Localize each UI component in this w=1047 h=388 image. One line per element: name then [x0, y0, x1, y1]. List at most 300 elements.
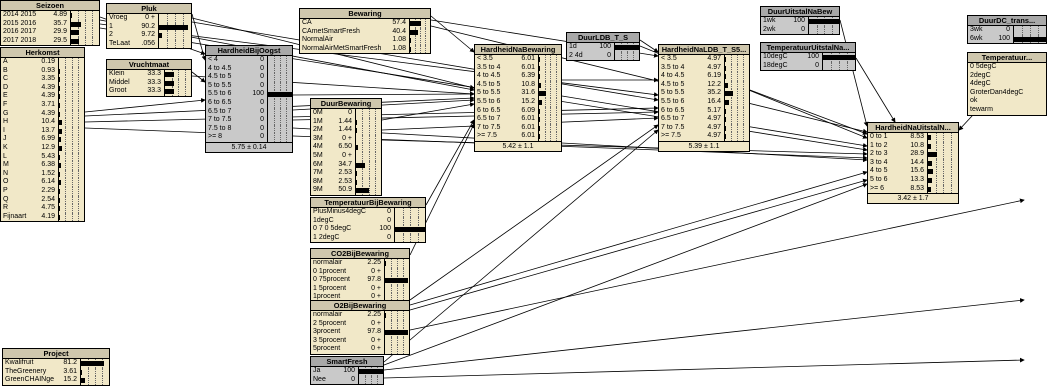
state-label: 7.5 to 8 — [208, 124, 232, 132]
state-label: 7 to 7.5 — [661, 123, 685, 131]
state-label: 1 — [109, 22, 113, 30]
state-row[interactable] — [311, 169, 381, 178]
state-row[interactable] — [311, 178, 381, 187]
state-label: 6 to 6.5 — [477, 106, 501, 114]
state-label: F — [3, 100, 8, 108]
belief-bar-area — [80, 376, 109, 385]
belief-bar — [165, 81, 174, 86]
state-row[interactable] — [475, 72, 561, 81]
state-row[interactable] — [1, 127, 84, 136]
state-probability: 8.53 — [910, 133, 924, 140]
state-row[interactable] — [1, 11, 99, 20]
state-row[interactable] — [311, 376, 383, 385]
state-row[interactable] — [567, 43, 639, 52]
state-row[interactable] — [311, 328, 409, 337]
belief-bar-area — [158, 31, 191, 40]
state-probability: 6.01 — [521, 115, 535, 123]
state-row[interactable] — [659, 115, 749, 124]
state-label: 3.5 to 4 — [661, 63, 685, 71]
state-row[interactable] — [567, 52, 639, 61]
state-label: 3wk — [970, 26, 983, 33]
state-row[interactable] — [311, 109, 381, 118]
node-duurldb[interactable] — [566, 32, 640, 61]
state-row[interactable] — [1, 196, 84, 205]
dependency-arrow — [382, 140, 867, 154]
state-probability: 13.7 — [41, 126, 55, 134]
node-seizoen[interactable] — [0, 0, 100, 46]
state-probability: 6.38 — [41, 161, 55, 169]
state-label: 1wk — [763, 17, 776, 24]
state-probability: 29.5 — [53, 36, 67, 44]
dependency-arrow — [384, 184, 867, 365]
state-row[interactable] — [475, 98, 561, 107]
belief-bar — [928, 152, 937, 157]
belief-bar-area — [384, 259, 409, 268]
state-row[interactable] — [1, 67, 84, 76]
state-label: Middel — [109, 78, 130, 86]
node-temperatuur2[interactable] — [967, 52, 1047, 116]
state-probability: 9.72 — [141, 31, 155, 39]
belief-bar-area — [267, 133, 292, 142]
state-probability: 12.9 — [41, 143, 55, 151]
state-row[interactable] — [107, 14, 191, 23]
node-tempuitstal[interactable] — [760, 42, 856, 71]
state-row[interactable] — [475, 81, 561, 90]
state-row[interactable] — [659, 124, 749, 133]
state-row[interactable] — [968, 26, 1046, 35]
state-row[interactable] — [107, 31, 191, 40]
belief-bar — [539, 91, 546, 96]
state-row[interactable] — [659, 89, 749, 98]
state-row[interactable] — [868, 159, 958, 168]
state-row[interactable] — [311, 126, 381, 135]
node-title[interactable]: SmartFresh — [311, 357, 383, 367]
state-label: Groot — [109, 87, 127, 95]
belief-bar-area — [538, 72, 561, 81]
state-label: NormalAirMetSmartFresh — [302, 44, 382, 52]
state-probability: 0 + — [371, 336, 381, 344]
belief-bar-area — [158, 23, 191, 32]
node-hardheidnauitstal[interactable] — [867, 122, 959, 204]
state-row[interactable] — [868, 142, 958, 151]
state-label: 3procent — [313, 328, 341, 336]
state-row[interactable] — [107, 23, 191, 32]
state-label: J — [3, 135, 7, 143]
state-label: 0M — [313, 109, 323, 116]
node-title[interactable]: CO2BijBewaring — [311, 249, 409, 259]
state-row[interactable] — [1, 75, 84, 84]
state-row[interactable] — [1, 161, 84, 170]
state-row[interactable] — [206, 90, 292, 99]
state-row[interactable] — [311, 345, 409, 354]
state-row[interactable] — [659, 55, 749, 64]
state-probability: 6.14 — [41, 178, 55, 186]
state-row[interactable] — [1, 101, 84, 110]
state-row[interactable] — [1, 84, 84, 93]
state-label: 4M — [313, 143, 323, 151]
node-o2[interactable] — [310, 300, 410, 355]
dependency-arrow — [410, 172, 867, 305]
belief-bar — [59, 198, 60, 203]
state-probability: 0 — [1006, 26, 1010, 33]
state-row[interactable] — [968, 35, 1046, 44]
node-hardheidbijoogst[interactable] — [205, 45, 293, 153]
state-row[interactable] — [311, 217, 425, 226]
state-probability: 0 — [260, 124, 264, 132]
state-row[interactable] — [107, 40, 191, 49]
node-tempbijbewaring[interactable] — [310, 197, 426, 243]
belief-bar-area — [58, 178, 84, 187]
state-label: 4 to 4.5 — [661, 72, 685, 80]
state-probability: 0 — [260, 116, 264, 124]
belief-bar-area — [724, 107, 749, 116]
state-row[interactable] — [761, 17, 839, 26]
state-label: < 3.5 — [661, 55, 677, 62]
state-label: 2014 2015 — [3, 11, 37, 18]
node-title[interactable]: DuurDC_trans... — [968, 16, 1046, 26]
state-probability: 100 — [379, 225, 391, 233]
state-label: 2 5procent — [313, 319, 347, 327]
state-label: ok — [970, 97, 978, 105]
state-label: PlusMinus4degC — [313, 208, 366, 215]
state-row[interactable] — [311, 118, 381, 127]
dependency-arrow — [410, 200, 1024, 330]
state-row[interactable] — [659, 132, 749, 141]
state-row[interactable] — [206, 125, 292, 134]
state-probability: 2.29 — [41, 186, 55, 194]
node-title[interactable]: Seizoen — [1, 1, 99, 11]
state-probability: 33.3 — [147, 87, 161, 95]
belief-bar-area — [409, 28, 430, 37]
state-label: 10degC — [763, 53, 788, 60]
state-row[interactable] — [1, 92, 84, 101]
state-row[interactable] — [206, 133, 292, 142]
belief-bar-area — [267, 99, 292, 108]
state-label: 2wk — [763, 25, 776, 33]
state-row[interactable] — [311, 186, 381, 195]
state-row[interactable] — [3, 376, 109, 385]
state-row[interactable] — [311, 135, 381, 144]
state-probability: 100 — [252, 90, 264, 98]
state-probability: 35.7 — [53, 19, 67, 27]
state-probability: 0 — [260, 64, 264, 72]
belief-bar-area — [409, 36, 430, 45]
state-row[interactable] — [868, 133, 958, 142]
belief-bar-area — [158, 14, 191, 23]
state-probability: 15.6 — [910, 167, 924, 175]
state-row[interactable] — [1, 178, 84, 187]
state-probability: 15.2 — [63, 376, 77, 384]
state-row[interactable] — [659, 64, 749, 73]
belief-bar — [359, 369, 383, 374]
state-label: CAmetSmartFresh — [302, 27, 360, 35]
state-probability: 4.97 — [707, 123, 721, 131]
state-row[interactable] — [1, 28, 99, 37]
state-row[interactable] — [475, 124, 561, 133]
state-label: 8M — [313, 177, 323, 185]
belief-bar-area — [164, 87, 191, 96]
state-row[interactable] — [206, 56, 292, 65]
belief-bar-area — [58, 170, 84, 179]
state-row[interactable] — [761, 53, 855, 62]
state-probability: 100 — [599, 43, 611, 50]
state-row[interactable] — [968, 106, 1046, 115]
node-title[interactable]: HardheidNaUitstalN... — [868, 123, 958, 133]
dependency-arrow — [840, 20, 867, 126]
belief-bar — [539, 100, 542, 105]
state-row[interactable] — [311, 268, 409, 277]
node-vruchtmaat[interactable] — [106, 59, 192, 97]
node-title[interactable]: TemperatuurUitstalNa... — [761, 43, 855, 53]
state-row[interactable] — [1, 135, 84, 144]
state-row[interactable] — [107, 70, 191, 79]
state-probability: 6.50 — [338, 143, 352, 151]
node-duuruitstal[interactable] — [760, 6, 840, 35]
state-probability: 1.52 — [41, 169, 55, 177]
state-row[interactable] — [311, 337, 409, 346]
node-duurdc[interactable] — [967, 15, 1047, 44]
belief-bar-area — [927, 185, 958, 194]
state-row[interactable] — [868, 176, 958, 185]
node-title[interactable]: O2BijBewaring — [311, 301, 409, 311]
state-probability: 0 + — [145, 14, 155, 21]
node-title[interactable]: DuurUitstalNaBew — [761, 7, 839, 17]
dependency-arrow — [640, 40, 658, 52]
belief-bar-area — [384, 285, 409, 294]
state-label: 4 to 4.5 — [477, 72, 501, 80]
node-title[interactable]: HardheidNaLDB_T_S5... — [659, 45, 749, 55]
belief-bar — [725, 134, 726, 139]
state-row[interactable] — [968, 63, 1046, 72]
state-probability: 97.8 — [367, 276, 381, 284]
state-row[interactable] — [311, 367, 383, 376]
state-row[interactable] — [300, 45, 430, 54]
node-title[interactable]: TemperatuurBijBewaring — [311, 198, 425, 208]
state-label: 3M — [313, 134, 323, 142]
state-row[interactable] — [311, 276, 409, 285]
state-row[interactable] — [311, 152, 381, 161]
state-row[interactable] — [206, 65, 292, 74]
state-row[interactable] — [206, 73, 292, 82]
state-row[interactable] — [659, 72, 749, 81]
belief-bar-area — [409, 19, 430, 28]
node-duurbewaring[interactable] — [310, 98, 382, 196]
state-label: 2017 2018 — [3, 36, 37, 44]
node-expected-value: 5.39 ± 1.1 — [659, 141, 749, 151]
state-row[interactable] — [475, 107, 561, 116]
state-label: 6 to 6.5 — [661, 106, 685, 114]
node-title[interactable]: Herkomst — [1, 48, 84, 58]
state-row[interactable] — [475, 89, 561, 98]
node-title[interactable]: Bewaring — [300, 9, 430, 19]
state-row[interactable] — [206, 99, 292, 108]
state-row[interactable] — [1, 110, 84, 119]
state-probability: 29.9 — [53, 28, 67, 36]
state-label: 5 to 5.5 — [661, 89, 685, 97]
state-label: A — [3, 58, 8, 65]
state-row[interactable] — [868, 150, 958, 159]
state-row[interactable] — [868, 167, 958, 176]
state-row[interactable] — [3, 368, 109, 377]
state-row[interactable] — [475, 115, 561, 124]
state-label: 5 to 6 — [870, 175, 888, 183]
state-row[interactable] — [107, 87, 191, 96]
state-label: 4.5 to 5 — [208, 73, 232, 81]
dependency-arrow — [410, 180, 867, 310]
state-probability: 0 + — [371, 319, 381, 327]
node-title[interactable]: Pluk — [107, 4, 191, 14]
belief-bar-area — [58, 110, 84, 119]
state-row[interactable] — [1, 20, 99, 29]
state-label: 6wk — [970, 34, 983, 42]
state-row[interactable] — [311, 208, 425, 217]
state-probability: 6.09 — [521, 106, 535, 114]
state-label: 1procent — [313, 293, 341, 301]
node-hardheidnabewaring[interactable] — [474, 44, 562, 152]
node-title[interactable]: DuurBewaring — [311, 99, 381, 109]
state-row[interactable] — [107, 79, 191, 88]
state-label: GroterDan4degC — [970, 88, 1024, 96]
state-probability: 2.25 — [367, 311, 381, 318]
node-hardheidnaldb[interactable] — [658, 44, 750, 152]
belief-bar-area — [394, 208, 425, 217]
belief-bar-area — [384, 276, 409, 285]
belief-bar — [928, 169, 933, 174]
belief-bar — [385, 313, 386, 318]
belief-bar — [165, 72, 174, 77]
state-label: G — [3, 109, 9, 117]
state-row[interactable] — [311, 225, 425, 234]
state-row[interactable] — [475, 55, 561, 64]
state-row[interactable] — [968, 80, 1046, 89]
state-row[interactable] — [1, 37, 99, 46]
node-herkomst[interactable] — [0, 47, 85, 222]
belief-bar-area — [58, 84, 84, 93]
state-label: CA — [302, 19, 312, 26]
belief-bar-area — [538, 81, 561, 90]
state-probability: 16.4 — [707, 97, 721, 105]
state-probability: 4.97 — [707, 55, 721, 62]
belief-bar — [928, 135, 931, 140]
state-probability: 3.71 — [41, 100, 55, 108]
state-probability: 34.7 — [338, 160, 352, 168]
state-label: 0 to 1 — [870, 133, 888, 140]
state-row[interactable] — [1, 187, 84, 196]
state-probability: 28.9 — [910, 150, 924, 158]
belief-bar — [159, 33, 162, 38]
node-co2[interactable] — [310, 248, 410, 303]
state-probability: 0 — [387, 216, 391, 224]
state-row[interactable] — [659, 98, 749, 107]
state-row[interactable] — [968, 89, 1046, 98]
state-row[interactable] — [3, 359, 109, 368]
node-title[interactable]: HardheidBijOogst — [206, 46, 292, 56]
node-bewaring[interactable] — [299, 8, 431, 54]
state-row[interactable] — [475, 132, 561, 141]
state-row[interactable] — [968, 97, 1046, 106]
state-row[interactable] — [1, 213, 84, 222]
state-row[interactable] — [475, 64, 561, 73]
state-row[interactable] — [311, 285, 409, 294]
state-row[interactable] — [659, 81, 749, 90]
state-row[interactable] — [761, 26, 839, 35]
belief-bar — [59, 94, 60, 99]
dependency-arrow — [384, 360, 1024, 378]
state-row[interactable] — [1, 118, 84, 127]
belief-bar — [539, 74, 540, 79]
belief-bar-area — [927, 142, 958, 151]
state-row[interactable] — [659, 107, 749, 116]
state-probability: 40.4 — [392, 27, 406, 35]
state-label: Kwalifruit — [5, 359, 34, 366]
state-label: 5 to 5.5 — [477, 89, 501, 97]
node-expected-value: 3.42 ± 1.7 — [868, 193, 958, 203]
node-title[interactable]: HardheidNaBewaring — [475, 45, 561, 55]
state-row[interactable] — [1, 144, 84, 153]
belief-bar-area — [267, 90, 292, 99]
state-probability: 0 — [348, 109, 352, 116]
state-row[interactable] — [311, 320, 409, 329]
node-title[interactable]: Temperatuur... — [968, 53, 1046, 63]
state-label: 6.5 to 7 — [661, 115, 685, 123]
state-row[interactable] — [1, 204, 84, 213]
state-label: Fijnaart — [3, 212, 27, 220]
node-project[interactable] — [2, 348, 110, 386]
belief-bar-area — [355, 169, 381, 178]
belief-bar-area — [70, 11, 99, 20]
state-label: Vroeg — [109, 14, 128, 21]
node-title[interactable]: Vruchtmaat — [107, 60, 191, 70]
belief-bar-area — [58, 67, 84, 76]
state-row[interactable] — [1, 58, 84, 67]
state-row[interactable] — [1, 153, 84, 162]
dependency-arrow — [750, 90, 867, 134]
belief-bar-area — [58, 144, 84, 153]
state-row[interactable] — [311, 143, 381, 152]
node-smartfresh[interactable] — [310, 356, 384, 385]
node-title[interactable]: DuurLDB_T_S — [567, 33, 639, 43]
state-row[interactable] — [311, 259, 409, 268]
state-probability: 8.53 — [910, 184, 924, 192]
state-row[interactable] — [206, 108, 292, 117]
state-label: 0 5degC — [970, 63, 997, 70]
belief-bar — [59, 146, 62, 151]
belief-bar — [928, 187, 931, 192]
state-row[interactable] — [311, 311, 409, 320]
state-row[interactable] — [311, 161, 381, 170]
state-row[interactable] — [300, 19, 430, 28]
state-row[interactable] — [868, 185, 958, 194]
state-label: 1d — [569, 43, 577, 50]
state-row[interactable] — [206, 82, 292, 91]
state-row[interactable] — [300, 28, 430, 37]
state-row[interactable] — [761, 62, 855, 71]
belief-bar — [410, 21, 421, 26]
node-title[interactable]: Project — [3, 349, 109, 359]
belief-bar-area — [164, 79, 191, 88]
belief-bar — [1014, 37, 1046, 42]
state-row[interactable] — [206, 116, 292, 125]
belief-bar-area — [384, 345, 409, 354]
state-row[interactable] — [1, 170, 84, 179]
state-row[interactable] — [968, 72, 1046, 81]
node-pluk[interactable] — [106, 3, 192, 49]
state-probability: 10.8 — [521, 80, 535, 88]
belief-bar — [81, 370, 82, 375]
state-row[interactable] — [311, 234, 425, 243]
belief-bar — [539, 134, 540, 139]
state-row[interactable] — [300, 36, 430, 45]
